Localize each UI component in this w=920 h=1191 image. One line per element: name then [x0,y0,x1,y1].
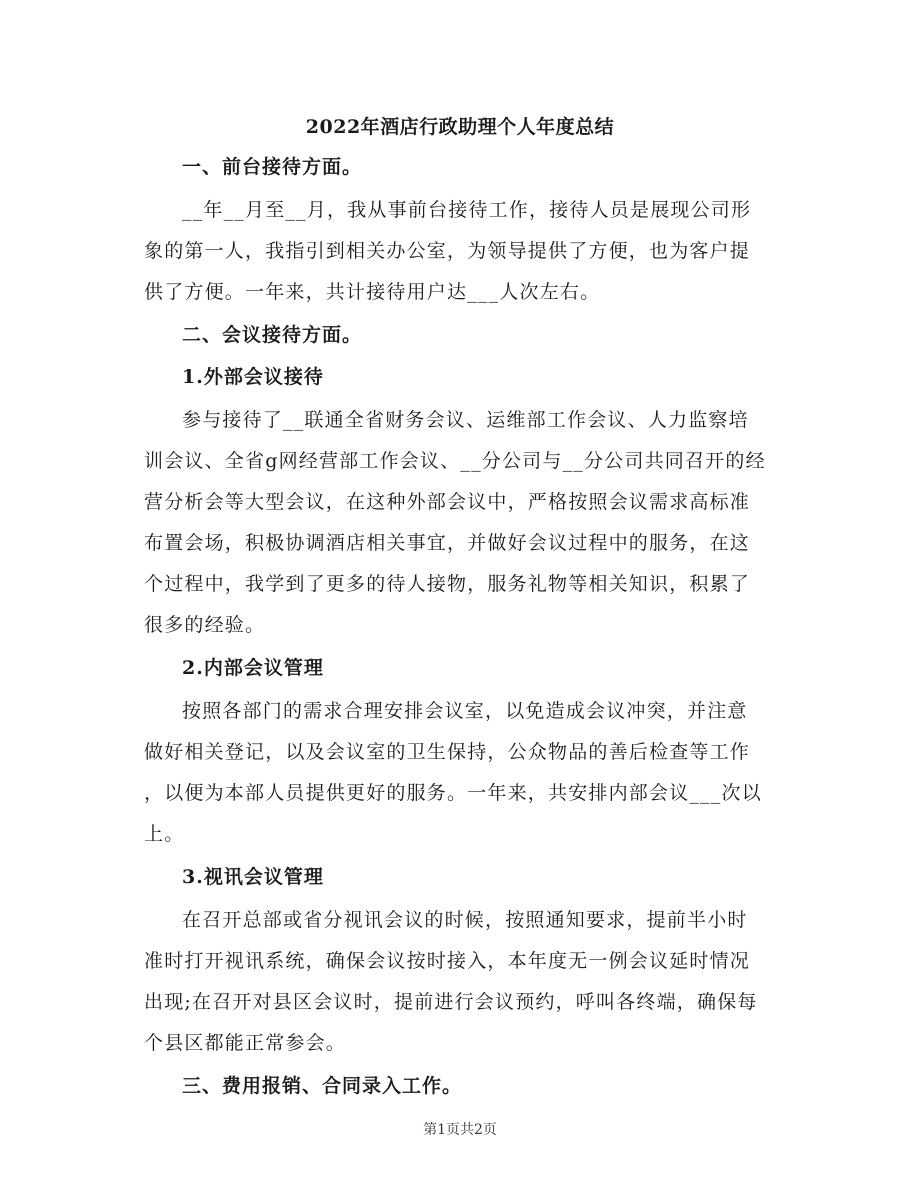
paragraph-line: 做好相关登记，以及会议室的卫生保持，公众物品的善后检查等工作 [144,741,751,763]
section-heading-meeting-reception: 二、会议接待方面。 [182,324,363,346]
paragraph-line: 按照各部门的需求合理安排会议室，以免造成会议冲突，并注意 [182,700,748,722]
paragraph-line: 供了方便。一年来，共计接待用户达___人次左右。 [144,281,601,303]
section-heading-expense-reimbursement: 三、费用报销、合同录入工作。 [182,1075,463,1097]
subsection-heading-video-conference: 3.视讯会议管理 [182,866,324,888]
document-title: 2022年酒店行政助理个人年度总结 [305,116,615,138]
paragraph-line: 象的第一人，我指引到相关办公室，为领导提供了方便，也为客户提 [144,240,751,262]
section-heading-front-desk: 一、前台接待方面。 [182,156,363,178]
paragraph-line: 参与接待了__联通全省财务会议、运维部工作会议、人力监察培 [182,409,749,431]
paragraph-line: 布置会场，积极协调酒店相关事宜，并做好会议过程中的服务，在这 [144,532,751,554]
paragraph-line: 个过程中，我学到了更多的待人接物，服务礼物等相关知识，积累了 [144,573,751,595]
paragraph-line: 上。 [144,823,185,845]
paragraph-line: 出现;在召开对县区会议时，提前进行会议预约，呼叫各终端，确保每 [144,991,758,1013]
subsection-heading-internal-meetings: 2.内部会议管理 [182,657,324,679]
paragraph-line: 准时打开视讯系统，确保会议按时接入，本年度无一例会议延时情况 [144,950,751,972]
paragraph-line: 在召开总部或省分视讯会议的时候，按照通知要求，提前半小时 [182,909,748,931]
subsection-heading-external-meetings: 1.外部会议接待 [182,366,324,388]
paragraph-line: ，以便为本部人员提供更好的服务。一年来，共安排内部会议___次以 [144,782,762,804]
paragraph-line: 个县区都能正常参会。 [144,1032,347,1054]
paragraph-line: 很多的经验。 [144,614,266,636]
paragraph-line: __年__月至__月，我从事前台接待工作，接待人员是展现公司形 [182,199,752,221]
paragraph-line: 训会议、全省g网经营部工作会议、__分公司与__分公司共同召开的经 [144,450,766,472]
paragraph-line: 营分析会等大型会议，在这种外部会议中，严格按照会议需求高标准 [144,491,751,513]
page-number-footer: 第1页共2页 [423,1122,497,1138]
